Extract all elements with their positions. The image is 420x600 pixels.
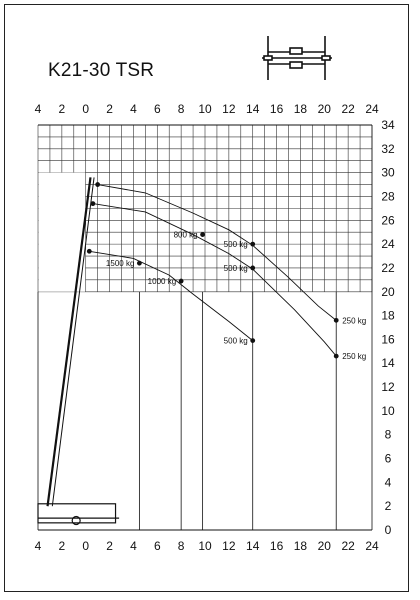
y-tick-label: 14 [381,356,395,371]
y-tick-label: 20 [381,284,395,299]
x-tick-label-top: 2 [106,102,113,116]
load-point [334,354,339,359]
x-tick-label-bottom: 24 [365,539,379,553]
x-tick-label-top: 12 [222,102,236,116]
y-tick-label: 0 [384,523,392,537]
outrigger-diagram-part [264,56,272,60]
x-tick-label-bottom: 10 [198,539,212,553]
x-tick-label-top: 0 [82,102,90,116]
x-tick-label-top: 18 [293,102,308,116]
load-label: 250 kg [342,316,367,326]
x-tick-label-top: 20 [317,102,331,116]
load-point [87,249,92,254]
load-point [250,338,255,343]
outrigger-diagram-part [290,62,302,68]
x-tick-label-bottom: 0 [82,539,90,553]
load-point [334,318,339,323]
x-tick-label-bottom: 20 [317,539,331,553]
x-tick-label-top: 22 [341,102,355,116]
x-tick-label-top: 2 [58,102,66,116]
crane-chassis [38,504,116,523]
x-tick-label-bottom: 16 [269,539,284,553]
y-tick-label: 16 [381,332,395,347]
outrigger-diagram-part [290,48,302,54]
x-tick-label-top: 10 [198,102,212,116]
load-point [179,279,184,284]
load-point [200,232,205,237]
load-point [95,182,100,187]
load-label: 1500 kg [105,259,135,269]
x-tick-label-top: 4 [130,102,137,116]
y-tick-label: 22 [381,260,395,275]
y-tick-label: 10 [381,403,395,418]
x-tick-label-bottom: 4 [130,539,137,553]
load-label: 500 kg [223,263,248,273]
x-tick-label-bottom: 22 [341,539,355,553]
x-tick-label-bottom: 8 [177,539,185,553]
x-tick-label-top: 6 [153,102,161,116]
y-tick-label: 12 [381,380,395,395]
load-point [137,261,142,266]
x-tick-label-bottom: 2 [106,539,113,553]
y-tick-label: 18 [381,308,395,323]
y-tick-label: 30 [381,165,395,180]
y-tick-label: 6 [384,451,392,466]
load-point [90,201,95,206]
load-label: 800 kg [173,230,198,240]
y-tick-label: 8 [384,427,392,442]
y-tick-label: 34 [381,118,395,132]
outrigger-diagram-part [322,56,330,60]
y-tick-label: 4 [384,475,392,490]
x-tick-label-bottom: 2 [58,539,66,553]
y-tick-label: 28 [381,189,395,204]
x-tick-label-top: 4 [34,102,42,116]
x-tick-label-bottom: 12 [222,539,236,553]
y-tick-label: 26 [381,213,395,228]
y-tick-label: 24 [381,237,395,252]
load-label: 250 kg [342,352,367,362]
load-label: 500 kg [223,336,248,346]
x-tick-label-top: 24 [365,102,379,116]
load-point [250,242,255,247]
load-point [250,266,255,271]
x-tick-label-bottom: 4 [34,539,42,553]
model-title: K21-30 TSR [48,60,155,81]
x-tick-label-top: 14 [246,102,260,116]
y-tick-label: 2 [384,499,392,514]
x-tick-label-top: 16 [269,102,284,116]
y-tick-label: 32 [381,141,395,156]
load-label: 1000 kg [147,277,177,287]
x-tick-label-bottom: 14 [246,539,260,553]
x-tick-label-bottom: 6 [153,539,161,553]
x-tick-label-bottom: 18 [293,539,308,553]
x-tick-label-top: 8 [177,102,185,116]
load-label: 500 kg [223,240,248,250]
